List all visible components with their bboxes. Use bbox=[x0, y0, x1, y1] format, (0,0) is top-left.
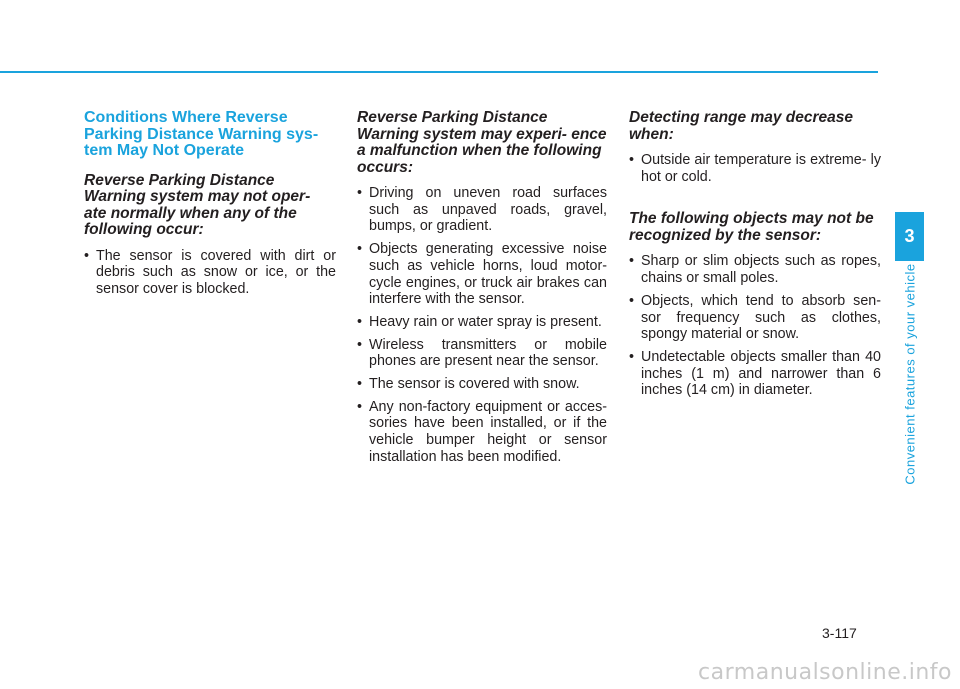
column-2 bbox=[357, 110, 607, 472]
list-item: • Wireless transmitters or mobile phones are present near the sensor. bbox=[357, 337, 607, 370]
section-title: Conditions Where Reverse Parking Distance Warning sys- tem May Not Operate bbox=[84, 109, 319, 159]
column-1 bbox=[84, 110, 336, 304]
header-rule bbox=[0, 71, 878, 73]
list-item: • Any non-factory equipment or acces- sories have been installed, or if the vehicle bumper height or sensor installation has been modified. bbox=[357, 399, 607, 466]
list-item: • The sensor is covered with dirt or debris such as snow or ice, or the sensor cover is blocked. bbox=[84, 248, 336, 298]
list-item: • Undetectable objects smaller than 40 inches (1 m) and narrower than 6 inches (14 cm) in diameter. bbox=[629, 349, 881, 399]
subheading-malfunction: Reverse Parking Distance Warning system may experi- ence a malfunction when the following occurs: bbox=[357, 109, 607, 176]
watermark: carmanualsonline.info bbox=[698, 660, 952, 685]
list-item: • Outside air temperature is extreme- ly hot or cold. bbox=[629, 152, 881, 185]
list-item: • Objects, which tend to absorb sen- sor frequency such as clothes, spongy material or snow. bbox=[629, 293, 881, 343]
page-number: 3-117 bbox=[822, 625, 857, 641]
subheading-objects-not-recognized: The following objects may not be recognized by the sensor: bbox=[629, 210, 874, 244]
chapter-title-label: Convenient features of your vehicle bbox=[902, 263, 918, 485]
subheading-detecting-range: Detecting range may decrease when: bbox=[629, 109, 853, 143]
list-item: • Objects generating excessive noise such as vehicle horns, loud motor- cycle engines, or truck air brakes can interfere with the sensor. bbox=[357, 241, 607, 308]
bullet-list bbox=[629, 253, 881, 399]
chapter-number-tab: 3 bbox=[895, 212, 924, 261]
subheading-may-not-operate: Reverse Parking Distance Warning system may not oper- ate normally when any of the following occur: bbox=[84, 171, 311, 238]
list-item: • Driving on uneven road surfaces such as unpaved roads, gravel, bumps, or gradient. bbox=[357, 185, 607, 235]
list-item: • Sharp or slim objects such as ropes, chains or small poles. bbox=[629, 253, 881, 286]
column-3 bbox=[629, 110, 881, 405]
bullet-list bbox=[629, 152, 881, 185]
bullet-list bbox=[84, 248, 336, 298]
list-item: • Heavy rain or water spray is present. bbox=[357, 314, 607, 331]
list-item: • The sensor is covered with snow. bbox=[357, 376, 607, 393]
bullet-list bbox=[357, 185, 607, 466]
